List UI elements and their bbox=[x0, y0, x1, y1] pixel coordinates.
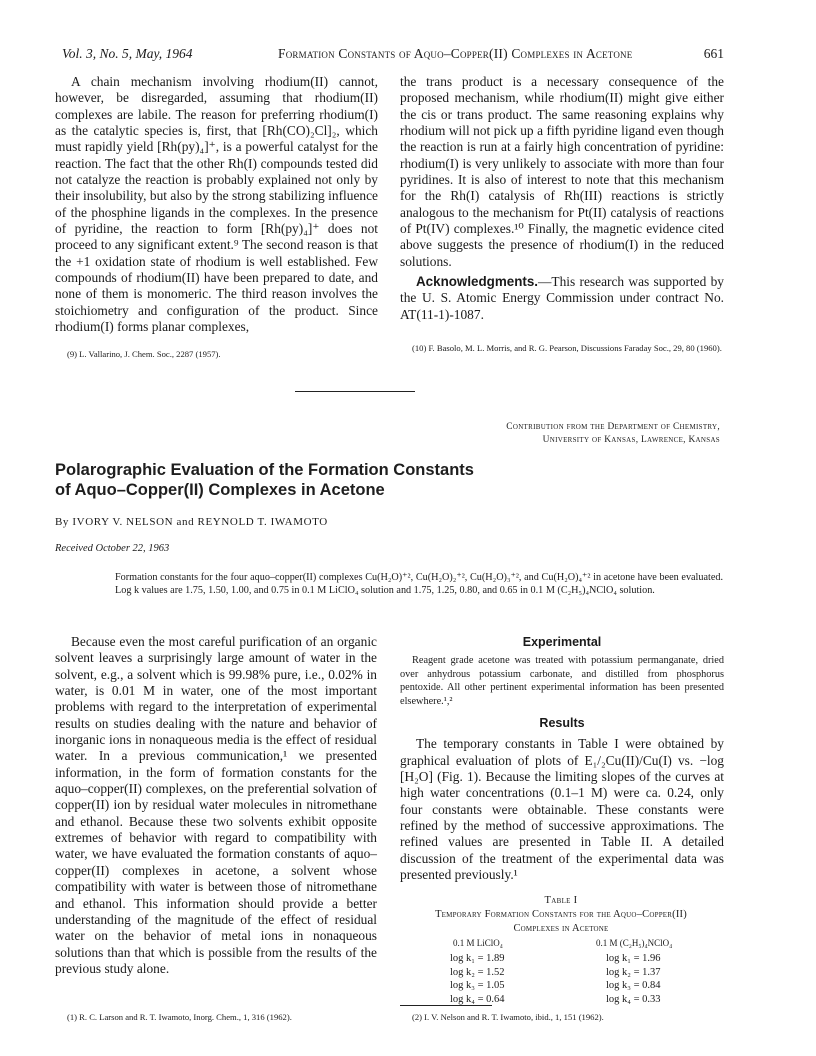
footnote-1: (1) R. C. Larson and R. T. Iwamoto, Inorg. Chem., 1, 316 (1962). bbox=[67, 1012, 292, 1022]
acknowledgments bbox=[400, 274, 724, 323]
footnote-10: (10) F. Basolo, M. L. Morris, and R. G. Pearson, Discussions Faraday Soc., 29, 80 (1960). bbox=[412, 343, 722, 353]
table-cell: log k₃ = 1.05 bbox=[450, 980, 505, 992]
prev-article-right-column bbox=[400, 74, 724, 323]
table-col1 bbox=[450, 952, 505, 1006]
results-text: The temporary constants in Table I were obtained by graphical evaluation of plots of E₁/₂Cu(II)/Cu(I) vs. −log [H₂O] (Fig. 1). Because the limiting slopes of the curves at high water concentrations (0.1–1 M) were ca. 0.24, only four constants were obtainable. These constants were refined by the method of successive approximations. The refined values are presented in Table II. A detailed discussion of the treatment of the experimental data was presented previously.¹ bbox=[400, 736, 724, 883]
table-cell: log k₄ = 0.64 bbox=[450, 993, 505, 1005]
intro-column bbox=[55, 634, 377, 977]
experimental-heading: Experimental bbox=[522, 635, 602, 649]
results-heading: Results bbox=[539, 716, 585, 731]
experimental-text: Reagent grade acetone was treated with potassium permanganate, dried over anhydrous potassium carbonate, and distilled from phosphorus pentoxide. All other pertinent experimental information has been presented elsewhere.¹,² bbox=[400, 655, 724, 707]
journal-volume-info: Vol. 3, No. 5, May, 1964 bbox=[62, 46, 193, 61]
running-header bbox=[62, 46, 724, 66]
table-col2 bbox=[606, 952, 661, 1006]
prev-left-paragraph: A chain mechanism involving rhodium(II) cannot, however, be disregarded, assuming that rhodium(II) complexes are labile. The reason for preferring rhodium(I) as the catalytic species is, first, that [Rh(CO)₂Cl]₂, which must rapidly yield [Rh(py)₄]⁺, is a powerful catalyst for the reaction. The fact that the other Rh(I) compounds tested did not catalyze the reaction is probably explained not only by their insolubility, but also by the strong stabilizing influence of the phosphine ligands in the complexes. In the presence of pyridine, the reaction to form [Rh(py)₄]⁺ does not proceed to any significant extent.⁹ The second reason is that the +1 oxidation state of rhodium is well established. Few compounds of rhodium(II) have been prepared to date, and none of them is monomeric. The third reason involves the stoichiometry and configuration of the product. Since rhodium(I) forms planar complexes, bbox=[55, 74, 378, 335]
table-cell: log k₃ = 0.84 bbox=[606, 980, 661, 992]
table-col2-header: 0.1 M (C₂H₅)₄NClO₄ bbox=[596, 938, 673, 948]
table-header-row bbox=[398, 938, 724, 952]
acknowledgments-label: Acknowledgments. bbox=[416, 274, 539, 290]
footnote-9: (9) L. Vallarino, J. Chem. Soc., 2287 (1957). bbox=[67, 349, 221, 359]
table-col1-header: 0.1 M LiClO₄ bbox=[453, 938, 503, 948]
article-divider bbox=[295, 391, 415, 392]
table-cell: log k₄ = 0.33 bbox=[606, 993, 661, 1005]
footnote-rule bbox=[400, 1005, 492, 1006]
page-number: 661 bbox=[703, 46, 724, 61]
footnote-2: (2) I. V. Nelson and R. T. Iwamoto, ibid., 1, 151 (1962). bbox=[412, 1012, 604, 1022]
table-title-line2: Complexes in Acetone bbox=[513, 923, 609, 934]
prev-article-left-column bbox=[55, 74, 378, 336]
table-1 bbox=[398, 894, 724, 1008]
table-cell: log k₂ = 1.37 bbox=[606, 966, 661, 978]
intro-paragraph: Because even the most careful purification of an organic solvent leaves a surprisingly large amount of water in the solvent, e.g., a solvent which is 99.98% pure, i.e., 0.02% in water, is 0.01 M in water, one of the most important problems with regard to the interpretation of experimental results on studies dealing with the nature and behavior of inorganic ions in nonaqueous media is the effect of residual water. In a previous communication,¹ we presented information, in the form of formation constants for the aquo–copper(II) complexes, on the preferential solvation of copper(II) ion by residual water molecules in nitromethane and ethanol. Because these two solvents exhibit opposite extremes of behavior with regard to compatibility with water, we have evaluated the formation constants of aquo–copper(II) complexes in acetone, a solvent whose compatibility with water is between those of nitromethane and ethanol. This information should provide a better understanding of the magnitude of the effect of residual water on the behavior of metal ions in nonaqueous solutions than that which is possible from the results of the previous study alone. bbox=[55, 634, 377, 976]
received-date: Received October 22, 1963 bbox=[55, 543, 170, 554]
table-cell: log k₁ = 1.96 bbox=[606, 953, 661, 964]
prev-right-paragraph: the trans product is a necessary consequence of the proposed mechanism, while rhodium(II) might give either the cis or trans product. The same reasoning explains why rhodium will not pick up a fifth pyridine ligand even though the reaction is run at a fairly high concentration of pyridine: rhodium(I) is very unlikely to associate with more than four pyridines. It is also of interest to note that this mechanism for the Rh(I) catalysis of Rh(III) reactions is strictly analogous to the mechanism for Pt(II) catalysis of reactions of Pt(IV) complexes.¹⁰ Finally, the magnetic evidence cited above suggests the presence of rhodium(I) in the reduced solutions. bbox=[400, 74, 724, 269]
acknowledgments-text: —This research was supported by the U. S. Atomic Energy Commission under contract No. AT(11-1)-1087. bbox=[400, 274, 724, 322]
table-body bbox=[398, 952, 724, 1008]
contribution-affiliation: Contribution from the Department of Chemistry, University of Kansas, Lawrence, Kansas bbox=[506, 422, 720, 445]
right-column bbox=[400, 635, 724, 883]
table-label: Table I bbox=[544, 895, 578, 906]
running-title: Formation Constants of Aquo–Copper(II) Complexes in Acetone bbox=[278, 46, 633, 61]
article-authors: By IVORY V. NELSON and REYNOLD T. IWAMOTO bbox=[55, 516, 328, 528]
table-cell: log k₂ = 1.52 bbox=[450, 966, 505, 978]
article-title: Polarographic Evaluation of the Formation Constants of Aquo–Copper(II) Complexes in Acetone bbox=[55, 461, 474, 499]
table-title-line1: Temporary Formation Constants for the Aquo–Copper(II) bbox=[435, 909, 687, 920]
abstract: Formation constants for the four aquo–copper(II) complexes Cu(H₂O)⁺², Cu(H₂O)₂⁺², Cu(H₂O)₃⁺², and Cu(H₂O)₄⁺² in acetone have been evaluated. Log k values are 1.75, 1.50, 1.00, and 0.75 in 0.1 M LiClO₄ solution and 1.75, 1.25, 0.80, and 0.65 in 0.1 M (C₂H₅)₄NClO₄ solution. bbox=[115, 572, 723, 597]
table-cell: log k₁ = 1.89 bbox=[450, 953, 505, 964]
